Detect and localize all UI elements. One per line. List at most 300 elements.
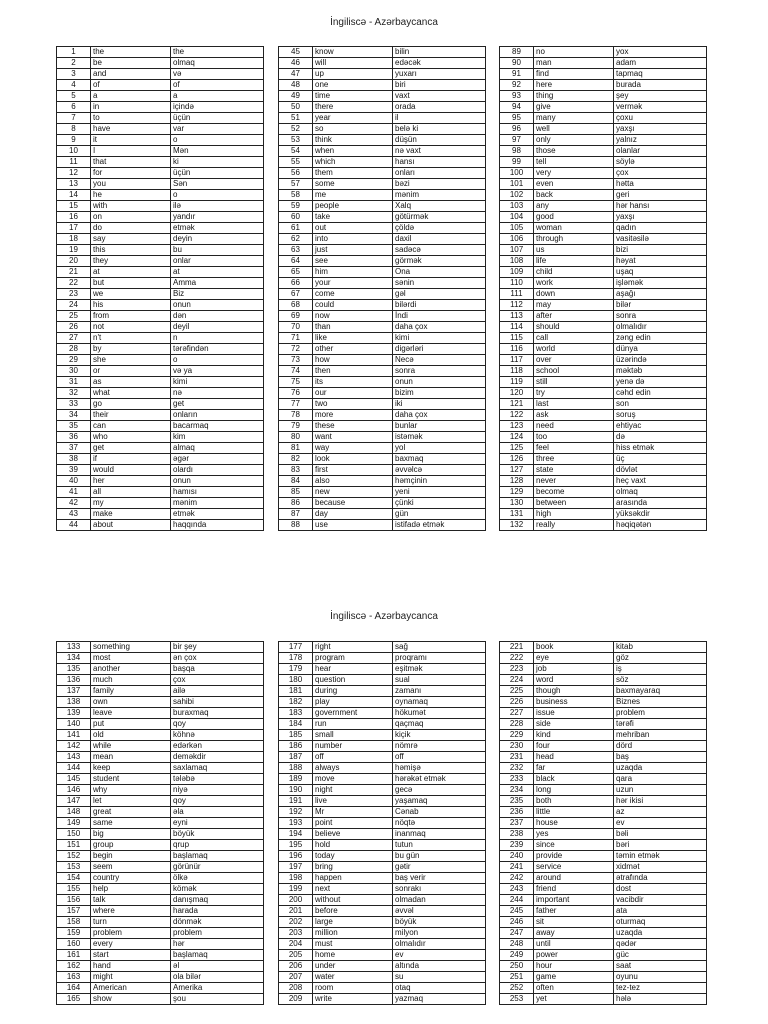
azerbaijani-word: bacarmaq	[171, 421, 264, 432]
table-row	[500, 763, 707, 774]
table-row	[500, 80, 707, 91]
table-row	[279, 730, 486, 741]
english-word: well	[534, 124, 614, 135]
table-row	[279, 851, 486, 862]
english-word: important	[534, 895, 614, 906]
table-row	[57, 994, 264, 1005]
english-word: its	[313, 377, 393, 388]
english-word: to	[91, 113, 171, 124]
row-number: 91	[500, 69, 534, 80]
row-number: 205	[279, 950, 313, 961]
row-number: 118	[500, 366, 534, 377]
table-row	[279, 763, 486, 774]
english-word: look	[313, 454, 393, 465]
row-number: 35	[57, 421, 91, 432]
row-number: 9	[57, 135, 91, 146]
row-number: 182	[279, 697, 313, 708]
table-row	[279, 168, 486, 179]
row-number: 105	[500, 223, 534, 234]
english-word: provide	[534, 851, 614, 862]
english-word: during	[313, 686, 393, 697]
english-word: out	[313, 223, 393, 234]
english-word: start	[91, 950, 171, 961]
row-number: 162	[57, 961, 91, 972]
row-number: 208	[279, 983, 313, 994]
table-row	[279, 443, 486, 454]
table-row	[279, 807, 486, 818]
english-word: father	[534, 906, 614, 917]
azerbaijani-word: hər ikisi	[614, 796, 707, 807]
row-number: 96	[500, 124, 534, 135]
english-word: kind	[534, 730, 614, 741]
azerbaijani-word: eşitmək	[393, 664, 486, 675]
table-row	[279, 686, 486, 697]
english-word: always	[313, 763, 393, 774]
table-row	[57, 928, 264, 939]
row-number: 7	[57, 113, 91, 124]
vocab-table	[499, 641, 707, 1005]
row-number: 222	[500, 653, 534, 664]
english-word: own	[91, 697, 171, 708]
english-word: sit	[534, 917, 614, 928]
row-number: 251	[500, 972, 534, 983]
azerbaijani-word: zəng edin	[614, 333, 707, 344]
english-word: only	[534, 135, 614, 146]
row-number: 37	[57, 443, 91, 454]
english-word: and	[91, 69, 171, 80]
azerbaijani-word: sadəcə	[393, 245, 486, 256]
table-row	[279, 752, 486, 763]
english-word: same	[91, 818, 171, 829]
english-word: too	[534, 432, 614, 443]
azerbaijani-word: the	[171, 47, 264, 58]
azerbaijani-word: sual	[393, 675, 486, 686]
table-row	[279, 113, 486, 124]
english-word: because	[313, 498, 393, 509]
row-number: 86	[279, 498, 313, 509]
azerbaijani-word: haqqında	[171, 520, 264, 531]
english-word: or	[91, 366, 171, 377]
table-row	[279, 487, 486, 498]
azerbaijani-word: nömrə	[393, 741, 486, 752]
table-row	[500, 840, 707, 851]
azerbaijani-word: uzaqda	[614, 763, 707, 774]
english-word: will	[313, 58, 393, 69]
row-number: 231	[500, 752, 534, 763]
table-row	[57, 344, 264, 355]
table-row	[57, 939, 264, 950]
row-number: 201	[279, 906, 313, 917]
row-number: 127	[500, 465, 534, 476]
row-number: 244	[500, 895, 534, 906]
english-word: family	[91, 686, 171, 697]
row-number: 62	[279, 234, 313, 245]
english-word: eye	[534, 653, 614, 664]
azerbaijani-word: ehtiyac	[614, 421, 707, 432]
english-word: up	[313, 69, 393, 80]
english-word: him	[313, 267, 393, 278]
row-number: 72	[279, 344, 313, 355]
azerbaijani-word: ki	[171, 157, 264, 168]
table-row	[500, 168, 707, 179]
english-word: take	[313, 212, 393, 223]
english-word: do	[91, 223, 171, 234]
english-word: woman	[534, 223, 614, 234]
azerbaijani-word: get	[171, 399, 264, 410]
row-number: 150	[57, 829, 91, 840]
azerbaijani-word: üzərində	[614, 355, 707, 366]
table-row	[500, 862, 707, 873]
english-word: our	[313, 388, 393, 399]
azerbaijani-word: deyin	[171, 234, 264, 245]
azerbaijani-word: zamanı	[393, 686, 486, 697]
azerbaijani-word: onlar	[171, 256, 264, 267]
english-word: that	[91, 157, 171, 168]
row-number: 108	[500, 256, 534, 267]
row-number: 100	[500, 168, 534, 179]
row-number: 131	[500, 509, 534, 520]
table-row	[57, 642, 264, 653]
azerbaijani-word: ölkə	[171, 873, 264, 884]
azerbaijani-word: problem	[614, 708, 707, 719]
english-word: tell	[534, 157, 614, 168]
row-number: 14	[57, 190, 91, 201]
azerbaijani-word: onun	[171, 476, 264, 487]
row-number: 8	[57, 124, 91, 135]
english-word: here	[534, 80, 614, 91]
table-row	[57, 80, 264, 91]
row-number: 228	[500, 719, 534, 730]
table-row	[500, 895, 707, 906]
azerbaijani-word: son	[614, 399, 707, 410]
row-number: 13	[57, 179, 91, 190]
row-number: 111	[500, 289, 534, 300]
azerbaijani-word: altında	[393, 961, 486, 972]
azerbaijani-word: heç vaxt	[614, 476, 707, 487]
azerbaijani-word: əl	[171, 961, 264, 972]
azerbaijani-word: dost	[614, 884, 707, 895]
english-word: she	[91, 355, 171, 366]
row-number: 43	[57, 509, 91, 520]
english-word: program	[313, 653, 393, 664]
row-number: 54	[279, 146, 313, 157]
table-row	[279, 675, 486, 686]
row-number: 223	[500, 664, 534, 675]
english-word: we	[91, 289, 171, 300]
azerbaijani-word: iki	[393, 399, 486, 410]
english-word: problem	[91, 928, 171, 939]
vocab-table	[56, 641, 264, 1005]
azerbaijani-word: olmaq	[614, 487, 707, 498]
azerbaijani-word: götürmək	[393, 212, 486, 223]
table-row	[279, 520, 486, 531]
english-word: need	[534, 421, 614, 432]
row-number: 12	[57, 168, 91, 179]
table-row	[279, 895, 486, 906]
azerbaijani-word: uzun	[614, 785, 707, 796]
table-row	[279, 388, 486, 399]
azerbaijani-word: Cənab	[393, 807, 486, 818]
english-word: put	[91, 719, 171, 730]
table-row	[500, 300, 707, 311]
english-word: see	[313, 256, 393, 267]
row-number: 129	[500, 487, 534, 498]
english-word: hour	[534, 961, 614, 972]
table-row	[500, 179, 707, 190]
english-word: this	[91, 245, 171, 256]
english-word: believe	[313, 829, 393, 840]
table-row	[279, 509, 486, 520]
table-row	[279, 190, 486, 201]
table-row	[500, 972, 707, 983]
azerbaijani-word: inanmaq	[393, 829, 486, 840]
table-row	[500, 730, 707, 741]
table-row	[57, 807, 264, 818]
english-word: job	[534, 664, 614, 675]
table-row	[57, 388, 264, 399]
english-word: just	[313, 245, 393, 256]
azerbaijani-word: off	[393, 752, 486, 763]
english-word: number	[313, 741, 393, 752]
azerbaijani-word: tərəfi	[614, 719, 707, 730]
table-row	[500, 421, 707, 432]
row-number: 98	[500, 146, 534, 157]
table-row	[500, 454, 707, 465]
table-row	[57, 664, 264, 675]
table-row	[279, 124, 486, 135]
english-word: they	[91, 256, 171, 267]
row-number: 159	[57, 928, 91, 939]
row-number: 107	[500, 245, 534, 256]
row-number: 238	[500, 829, 534, 840]
table-row	[279, 465, 486, 476]
table-row	[279, 234, 486, 245]
table-row	[57, 135, 264, 146]
table-row	[57, 366, 264, 377]
table-row	[279, 928, 486, 939]
row-number: 141	[57, 730, 91, 741]
english-word: into	[313, 234, 393, 245]
azerbaijani-word: həqiqətən	[614, 520, 707, 531]
table-row	[57, 498, 264, 509]
table-row	[500, 752, 707, 763]
row-number: 38	[57, 454, 91, 465]
english-word: between	[534, 498, 614, 509]
azerbaijani-word: böyük	[171, 829, 264, 840]
row-number: 94	[500, 102, 534, 113]
english-word: child	[534, 267, 614, 278]
row-number: 64	[279, 256, 313, 267]
azerbaijani-word: dövlət	[614, 465, 707, 476]
table-row	[279, 697, 486, 708]
english-word: turn	[91, 917, 171, 928]
azerbaijani-word: aşağı	[614, 289, 707, 300]
row-number: 51	[279, 113, 313, 124]
english-word: million	[313, 928, 393, 939]
vocab-table	[56, 46, 264, 531]
table-row	[500, 884, 707, 895]
azerbaijani-word: oyunu	[614, 972, 707, 983]
azerbaijani-word: uzaqda	[614, 928, 707, 939]
table-row	[279, 146, 486, 157]
row-number: 253	[500, 994, 534, 1005]
table-row	[279, 862, 486, 873]
row-number: 25	[57, 311, 91, 322]
azerbaijani-word: adam	[614, 58, 707, 69]
row-number: 10	[57, 146, 91, 157]
row-number: 84	[279, 476, 313, 487]
azerbaijani-word: kiçik	[393, 730, 486, 741]
english-word: come	[313, 289, 393, 300]
table-row	[500, 719, 707, 730]
table-row	[279, 884, 486, 895]
english-word: talk	[91, 895, 171, 906]
azerbaijani-word: təmin etmək	[614, 851, 707, 862]
row-number: 52	[279, 124, 313, 135]
table-row	[500, 245, 707, 256]
row-number: 241	[500, 862, 534, 873]
row-number: 2	[57, 58, 91, 69]
row-number: 17	[57, 223, 91, 234]
table-row	[279, 796, 486, 807]
table-row	[279, 653, 486, 664]
azerbaijani-word: işləmək	[614, 278, 707, 289]
table-row	[279, 278, 486, 289]
english-word: move	[313, 774, 393, 785]
table-row	[57, 708, 264, 719]
row-number: 236	[500, 807, 534, 818]
table-row	[500, 509, 707, 520]
row-number: 164	[57, 983, 91, 994]
table-row	[57, 950, 264, 961]
azerbaijani-word: yaşamaq	[393, 796, 486, 807]
table-row	[57, 278, 264, 289]
english-word: away	[534, 928, 614, 939]
english-word: seem	[91, 862, 171, 873]
row-number: 134	[57, 653, 91, 664]
table-row	[500, 322, 707, 333]
row-number: 153	[57, 862, 91, 873]
row-number: 121	[500, 399, 534, 410]
azerbaijani-word: onun	[171, 300, 264, 311]
english-word: before	[313, 906, 393, 917]
row-number: 165	[57, 994, 91, 1005]
row-number: 19	[57, 245, 91, 256]
row-number: 196	[279, 851, 313, 862]
english-word: not	[91, 322, 171, 333]
english-word: man	[534, 58, 614, 69]
azerbaijani-word: az	[614, 807, 707, 818]
row-number: 36	[57, 432, 91, 443]
english-word: big	[91, 829, 171, 840]
azerbaijani-word: olmaq	[171, 58, 264, 69]
row-number: 87	[279, 509, 313, 520]
azerbaijani-word: hərəkət etmək	[393, 774, 486, 785]
row-number: 22	[57, 278, 91, 289]
table-row	[279, 961, 486, 972]
table-row	[279, 664, 486, 675]
row-number: 227	[500, 708, 534, 719]
azerbaijani-word: bilərdi	[393, 300, 486, 311]
azerbaijani-word: deməkdir	[171, 752, 264, 763]
table-row	[57, 730, 264, 741]
azerbaijani-word: xidmət	[614, 862, 707, 873]
english-word: there	[313, 102, 393, 113]
azerbaijani-word: kim	[171, 432, 264, 443]
table-row	[57, 190, 264, 201]
row-number: 181	[279, 686, 313, 697]
azerbaijani-word: gəl	[393, 289, 486, 300]
table-row	[57, 157, 264, 168]
english-word: keep	[91, 763, 171, 774]
azerbaijani-word: yüksəkdir	[614, 509, 707, 520]
row-number: 179	[279, 664, 313, 675]
english-word: these	[313, 421, 393, 432]
english-word: back	[534, 190, 614, 201]
english-word: yet	[534, 994, 614, 1005]
table-row	[57, 102, 264, 113]
row-number: 73	[279, 355, 313, 366]
table-row	[279, 498, 486, 509]
table-row	[279, 344, 486, 355]
english-word: become	[534, 487, 614, 498]
row-number: 93	[500, 91, 534, 102]
table-row	[279, 994, 486, 1005]
row-number: 204	[279, 939, 313, 950]
english-word: with	[91, 201, 171, 212]
row-number: 109	[500, 267, 534, 278]
azerbaijani-word: qrup	[171, 840, 264, 851]
english-word: American	[91, 983, 171, 994]
row-number: 117	[500, 355, 534, 366]
english-word: last	[534, 399, 614, 410]
azerbaijani-word: nöqtə	[393, 818, 486, 829]
table-row	[57, 432, 264, 443]
english-word: call	[534, 333, 614, 344]
azerbaijani-word: yazmaq	[393, 994, 486, 1005]
azerbaijani-word: onun	[393, 377, 486, 388]
table-row	[500, 366, 707, 377]
azerbaijani-word: görünür	[171, 862, 264, 873]
table-row	[500, 267, 707, 278]
table-row	[500, 344, 707, 355]
english-word: he	[91, 190, 171, 201]
english-word: under	[313, 961, 393, 972]
row-number: 148	[57, 807, 91, 818]
row-number: 65	[279, 267, 313, 278]
row-number: 110	[500, 278, 534, 289]
table-row	[279, 410, 486, 421]
english-word: service	[534, 862, 614, 873]
azerbaijani-word: üç	[614, 454, 707, 465]
azerbaijani-word: söz	[614, 675, 707, 686]
azerbaijani-word: güc	[614, 950, 707, 961]
english-word: get	[91, 443, 171, 454]
azerbaijani-word: yuxarı	[393, 69, 486, 80]
azerbaijani-word: tələbə	[171, 774, 264, 785]
english-word: more	[313, 410, 393, 421]
azerbaijani-word: burada	[614, 80, 707, 91]
row-number: 47	[279, 69, 313, 80]
table-row	[500, 961, 707, 972]
row-number: 33	[57, 399, 91, 410]
azerbaijani-word: yaxşı	[614, 124, 707, 135]
table-row	[500, 653, 707, 664]
azerbaijani-word: bilin	[393, 47, 486, 58]
row-number: 195	[279, 840, 313, 851]
azerbaijani-word: n	[171, 333, 264, 344]
english-word: water	[313, 972, 393, 983]
